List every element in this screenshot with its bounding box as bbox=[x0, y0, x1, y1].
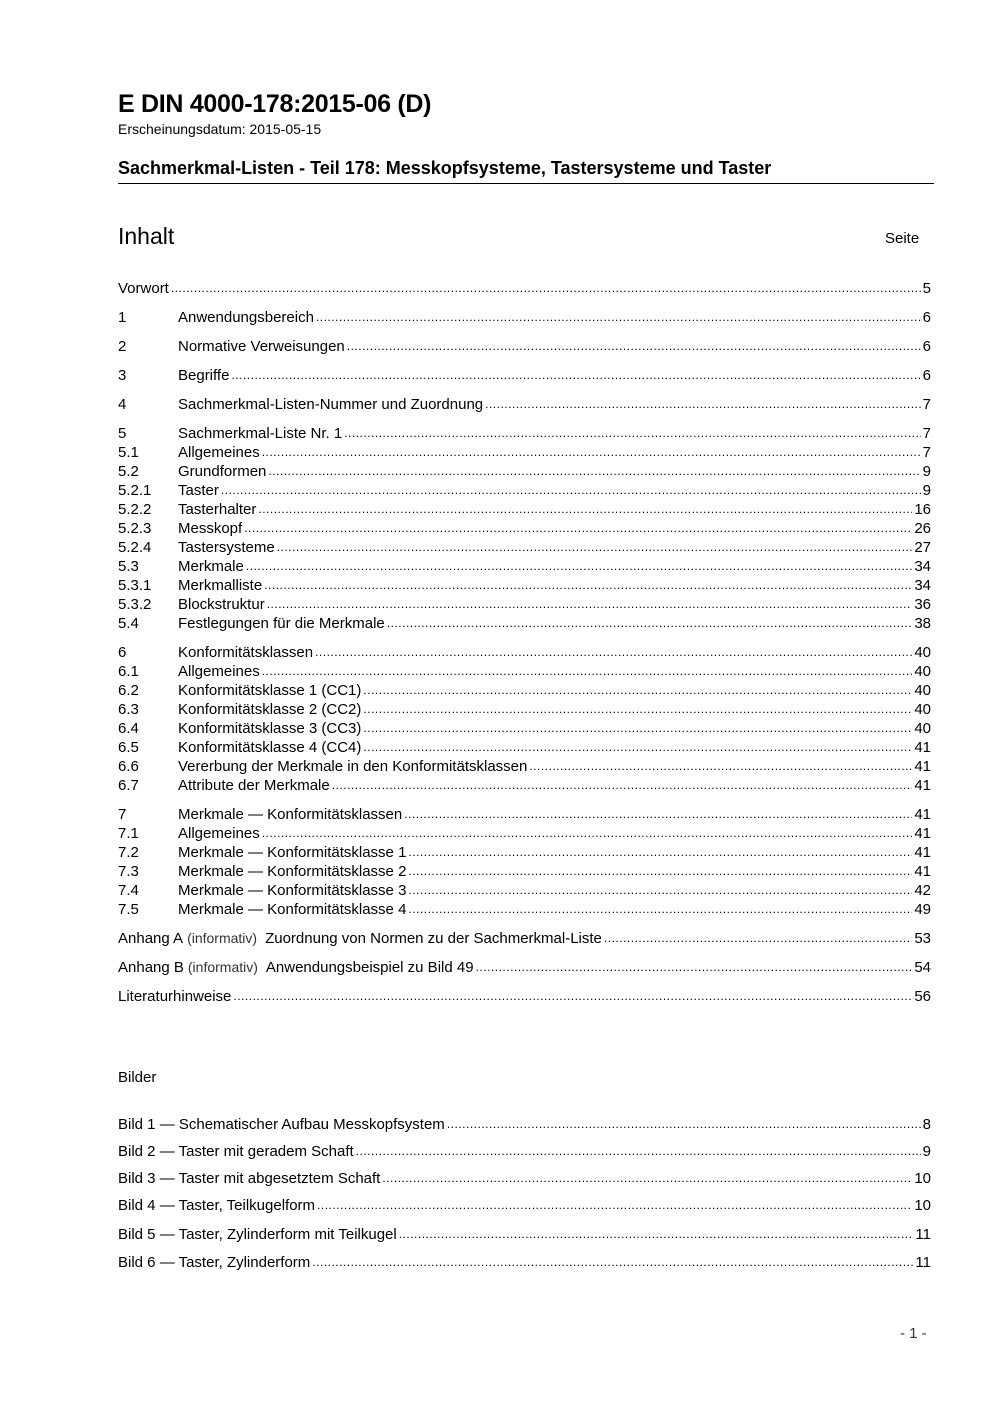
toc-entry-title: Tastersysteme bbox=[178, 539, 275, 556]
figure-entry[interactable] bbox=[118, 1169, 931, 1188]
dot-leader bbox=[267, 595, 913, 614]
toc-entry[interactable] bbox=[118, 662, 931, 681]
dot-leader bbox=[447, 1115, 921, 1134]
annex-label: Anhang B bbox=[118, 959, 184, 976]
dot-leader bbox=[332, 776, 913, 795]
annex-page: 54 bbox=[914, 959, 931, 976]
toc-entry[interactable] bbox=[118, 424, 931, 443]
dot-leader bbox=[317, 1196, 912, 1215]
toc-entry-page: 7 bbox=[922, 396, 931, 413]
annex-label: Anhang A bbox=[118, 930, 184, 947]
dot-leader bbox=[363, 681, 912, 700]
toc-entry-page: 41 bbox=[914, 806, 931, 823]
toc-entry-title: Konformitätsklasse 2 (CC2) bbox=[178, 701, 362, 718]
toc-entry-title: Merkmale — Konformitätsklasse 3 bbox=[178, 882, 407, 899]
toc-entry-page: 6 bbox=[922, 338, 931, 355]
toc-entry[interactable] bbox=[118, 366, 931, 385]
toc-entry[interactable] bbox=[118, 824, 931, 843]
toc-entry-number: 2 bbox=[118, 338, 127, 355]
dot-leader bbox=[476, 958, 913, 977]
dot-leader bbox=[277, 538, 913, 557]
dot-leader bbox=[262, 443, 921, 462]
toc-entry-number: 6.1 bbox=[118, 663, 139, 680]
toc-entry-page: 9 bbox=[922, 482, 931, 499]
toc-entry[interactable] bbox=[118, 862, 931, 881]
toc-entry-number: 6.2 bbox=[118, 682, 139, 699]
publication-date: Erscheinungsdatum: 2015-05-15 bbox=[118, 121, 322, 137]
toc-entry[interactable] bbox=[118, 757, 931, 776]
dot-leader bbox=[258, 500, 912, 519]
dot-leader bbox=[347, 337, 921, 356]
toc-entry[interactable] bbox=[118, 519, 931, 538]
dot-leader bbox=[315, 643, 912, 662]
toc-entry-number: 7.5 bbox=[118, 901, 139, 918]
toc-entry-page: 38 bbox=[914, 615, 931, 632]
toc-entry[interactable] bbox=[118, 929, 931, 948]
toc-entry-number: 7.1 bbox=[118, 825, 139, 842]
toc-entry-number: 5.3 bbox=[118, 558, 139, 575]
toc-entry[interactable] bbox=[118, 279, 931, 298]
toc-entry-title: Merkmale — Konformitätsklasse 1 bbox=[178, 844, 407, 861]
toc-entry-title: Merkmalliste bbox=[178, 577, 263, 594]
dot-leader bbox=[344, 424, 920, 443]
toc-entry-page: 40 bbox=[914, 682, 931, 699]
toc-entry-number: 3 bbox=[118, 367, 127, 384]
toc-entry-number: 7.2 bbox=[118, 844, 139, 861]
toc-entry-title: Anwendungsbereich bbox=[178, 309, 314, 326]
toc-entry-number: 5.3.1 bbox=[118, 577, 152, 594]
dot-leader bbox=[221, 481, 921, 500]
toc-entry-title: Allgemeines bbox=[178, 825, 260, 842]
toc-entry[interactable] bbox=[118, 557, 931, 576]
dot-leader bbox=[233, 987, 912, 1006]
page-number: - 1 - bbox=[900, 1325, 927, 1342]
toc-entry-title: Allgemeines bbox=[178, 663, 260, 680]
toc-entry-page: 7 bbox=[922, 425, 931, 442]
toc-entry-page: 36 bbox=[914, 596, 931, 613]
figure-title: Bild 5 — Taster, Zylinderform mit Teilkugel bbox=[118, 1226, 397, 1243]
toc-entry-title: Konformitätsklassen bbox=[178, 644, 314, 661]
toc-entry-number: 5.1 bbox=[118, 444, 139, 461]
toc-entry-title: Grundformen bbox=[178, 463, 267, 480]
toc-entry-page: 41 bbox=[914, 863, 931, 880]
toc-entry-page: 41 bbox=[914, 844, 931, 861]
toc-entry[interactable] bbox=[118, 337, 931, 356]
toc-entry[interactable] bbox=[118, 738, 931, 757]
toc-entry-number: 5.2.4 bbox=[118, 539, 152, 556]
toc-entry[interactable] bbox=[118, 900, 931, 919]
toc-entry-title: Vorwort bbox=[118, 280, 169, 297]
dot-leader bbox=[316, 308, 921, 327]
toc-entry-page: 16 bbox=[914, 501, 931, 518]
toc-entry-title: Vererbung der Merkmale in den Konformitätsklassen bbox=[178, 758, 528, 775]
toc-entry[interactable] bbox=[118, 843, 931, 862]
toc-entry[interactable] bbox=[118, 576, 931, 595]
toc-entry-number: 5 bbox=[118, 425, 127, 442]
toc-entry[interactable] bbox=[118, 700, 931, 719]
dot-leader bbox=[231, 366, 920, 385]
toc-entry-title: Normative Verweisungen bbox=[178, 338, 345, 355]
dot-leader bbox=[356, 1142, 921, 1161]
annex-kind: (informativ) bbox=[187, 930, 258, 946]
dot-leader bbox=[399, 1225, 914, 1244]
toc-entry-number: 5.2.1 bbox=[118, 482, 152, 499]
figure-entry[interactable] bbox=[118, 1196, 931, 1215]
toc-entry-title: Sachmerkmal-Listen-Nummer und Zuordnung bbox=[178, 396, 484, 413]
annex-kind: (informativ) bbox=[187, 959, 258, 975]
toc-entry-page: 40 bbox=[914, 701, 931, 718]
dot-leader bbox=[171, 279, 921, 298]
dot-leader bbox=[262, 662, 913, 681]
toc-entry-page: 6 bbox=[922, 309, 931, 326]
figure-title: Bild 1 — Schematischer Aufbau Messkopfsystem bbox=[118, 1116, 445, 1133]
toc-entry[interactable] bbox=[118, 776, 931, 795]
toc-entry-title: Messkopf bbox=[178, 520, 243, 537]
annex-title: Zuordnung von Normen zu der Sachmerkmal-Liste bbox=[265, 930, 602, 947]
figure-page: 8 bbox=[922, 1116, 931, 1133]
toc-entry[interactable] bbox=[118, 881, 931, 900]
toc-entry-title: Tasterhalter bbox=[178, 501, 257, 518]
dot-leader bbox=[408, 862, 912, 881]
toc-entry-title: Konformitätsklasse 4 (CC4) bbox=[178, 739, 362, 756]
toc-entry-title: Konformitätsklasse 3 (CC3) bbox=[178, 720, 362, 737]
toc-entry-page: 41 bbox=[914, 758, 931, 775]
toc-entry-page: 9 bbox=[922, 463, 931, 480]
dot-leader bbox=[363, 719, 912, 738]
dot-leader bbox=[264, 576, 912, 595]
toc-entry-title: Blockstruktur bbox=[178, 596, 265, 613]
toc-entry-page: 40 bbox=[914, 663, 931, 680]
figures-heading: Bilder bbox=[118, 1069, 157, 1086]
toc-entry-number: 6.7 bbox=[118, 777, 139, 794]
dot-leader bbox=[262, 824, 913, 843]
toc-entry[interactable] bbox=[118, 443, 931, 462]
toc-entry[interactable] bbox=[118, 308, 931, 327]
toc-entry[interactable] bbox=[118, 481, 931, 500]
toc-entry[interactable] bbox=[118, 681, 931, 700]
toc-entry-title: Taster bbox=[178, 482, 219, 499]
toc-entry-page: 6 bbox=[922, 367, 931, 384]
toc-entry-title: Konformitätsklasse 1 (CC1) bbox=[178, 682, 362, 699]
toc-entry-number: 6.5 bbox=[118, 739, 139, 756]
dot-leader bbox=[408, 881, 912, 900]
toc-entry-page: 34 bbox=[914, 558, 931, 575]
document-subtitle: Sachmerkmal-Listen - Teil 178: Messkopfsysteme, Tastersysteme und Taster bbox=[118, 158, 772, 178]
toc-entry-page: 42 bbox=[914, 882, 931, 899]
literature-title: Literaturhinweise bbox=[118, 988, 232, 1005]
literature-page: 56 bbox=[914, 988, 931, 1005]
dot-leader bbox=[408, 900, 912, 919]
dot-leader bbox=[404, 805, 912, 824]
toc-entry[interactable] bbox=[118, 595, 931, 614]
toc-entry-number: 6.4 bbox=[118, 720, 139, 737]
toc-entry-number: 6.6 bbox=[118, 758, 139, 775]
figure-title: Bild 2 — Taster mit geradem Schaft bbox=[118, 1143, 354, 1160]
dot-leader bbox=[363, 738, 912, 757]
toc-entry-number: 7.3 bbox=[118, 863, 139, 880]
dot-leader bbox=[312, 1253, 913, 1272]
toc-entry-title: Merkmale — Konformitätsklassen bbox=[178, 806, 403, 823]
toc-entry-title: Sachmerkmal-Liste Nr. 1 bbox=[178, 425, 343, 442]
toc-entry-page: 34 bbox=[914, 577, 931, 594]
figure-entry[interactable] bbox=[118, 1142, 931, 1161]
toc-entry[interactable] bbox=[118, 719, 931, 738]
figure-entry[interactable] bbox=[118, 1115, 931, 1134]
figure-page: 10 bbox=[914, 1170, 931, 1187]
figure-title: Bild 4 — Taster, Teilkugelform bbox=[118, 1197, 316, 1214]
toc-entry[interactable] bbox=[118, 987, 931, 1006]
toc-entry-title: Begriffe bbox=[178, 367, 230, 384]
dot-leader bbox=[408, 843, 912, 862]
figure-page: 11 bbox=[915, 1254, 931, 1271]
toc-entry-title: Merkmale — Konformitätsklasse 2 bbox=[178, 863, 407, 880]
dot-leader bbox=[485, 395, 921, 414]
toc-entry-number: 1 bbox=[118, 309, 127, 326]
toc-entry[interactable] bbox=[118, 958, 931, 977]
toc-entry-number: 5.3.2 bbox=[118, 596, 152, 613]
toc-heading: Inhalt bbox=[118, 223, 175, 249]
toc-entry-number: 5.2.3 bbox=[118, 520, 152, 537]
dot-leader bbox=[604, 929, 912, 948]
page-column-label: Seite bbox=[885, 230, 920, 247]
toc-entry[interactable] bbox=[118, 643, 931, 662]
toc-entry-title: Merkmale bbox=[178, 558, 244, 575]
toc-entry-page: 41 bbox=[914, 777, 931, 794]
figure-page: 11 bbox=[915, 1226, 931, 1243]
toc-entry-page: 27 bbox=[914, 539, 931, 556]
dot-leader bbox=[387, 614, 913, 633]
toc-entry-page: 26 bbox=[914, 520, 931, 537]
toc-entry[interactable] bbox=[118, 395, 931, 414]
header-rule bbox=[118, 183, 934, 184]
figure-entry[interactable] bbox=[118, 1225, 931, 1244]
annex-title: Anwendungsbeispiel zu Bild 49 bbox=[265, 959, 474, 976]
toc-entry-number: 6 bbox=[118, 644, 127, 661]
toc-entry-page: 41 bbox=[914, 739, 931, 756]
figure-entry[interactable] bbox=[118, 1253, 931, 1272]
toc-entry[interactable] bbox=[118, 805, 931, 824]
figure-title: Bild 6 — Taster, Zylinderform bbox=[118, 1254, 311, 1271]
toc-entry-title: Attribute der Merkmale bbox=[178, 777, 330, 794]
dot-leader bbox=[244, 519, 912, 538]
annex-page: 53 bbox=[914, 930, 931, 947]
toc-entry-page: 40 bbox=[914, 644, 931, 661]
toc-entry-number: 5.2.2 bbox=[118, 501, 152, 518]
document-title: E DIN 4000-178:2015-06 (D) bbox=[118, 90, 432, 118]
toc-entry-number: 6.3 bbox=[118, 701, 139, 718]
figure-page: 10 bbox=[914, 1197, 931, 1214]
dot-leader bbox=[246, 557, 912, 576]
dot-leader bbox=[268, 462, 920, 481]
toc-entry-page: 7 bbox=[922, 444, 931, 461]
toc-entry-number: 7.4 bbox=[118, 882, 139, 899]
toc-entry-number: 5.4 bbox=[118, 615, 139, 632]
toc-entry[interactable] bbox=[118, 500, 931, 519]
figure-page: 9 bbox=[922, 1143, 931, 1160]
dot-leader bbox=[363, 700, 912, 719]
toc-entry-title: Allgemeines bbox=[178, 444, 260, 461]
toc-entry[interactable] bbox=[118, 538, 931, 557]
toc-entry-page: 40 bbox=[914, 720, 931, 737]
toc-entry-number: 5.2 bbox=[118, 463, 139, 480]
toc-entry-number: 4 bbox=[118, 396, 127, 413]
toc-entry-number: 7 bbox=[118, 806, 127, 823]
toc-entry-title: Merkmale — Konformitätsklasse 4 bbox=[178, 901, 407, 918]
dot-leader bbox=[382, 1169, 912, 1188]
toc-entry[interactable] bbox=[118, 462, 931, 481]
toc-entry-title: Festlegungen für die Merkmale bbox=[178, 615, 385, 632]
toc-entry-page: 5 bbox=[922, 280, 931, 297]
dot-leader bbox=[529, 757, 912, 776]
figure-title: Bild 3 — Taster mit abgesetztem Schaft bbox=[118, 1170, 381, 1187]
toc-entry-page: 41 bbox=[914, 825, 931, 842]
toc-entry[interactable] bbox=[118, 614, 931, 633]
toc-entry-page: 49 bbox=[914, 901, 931, 918]
